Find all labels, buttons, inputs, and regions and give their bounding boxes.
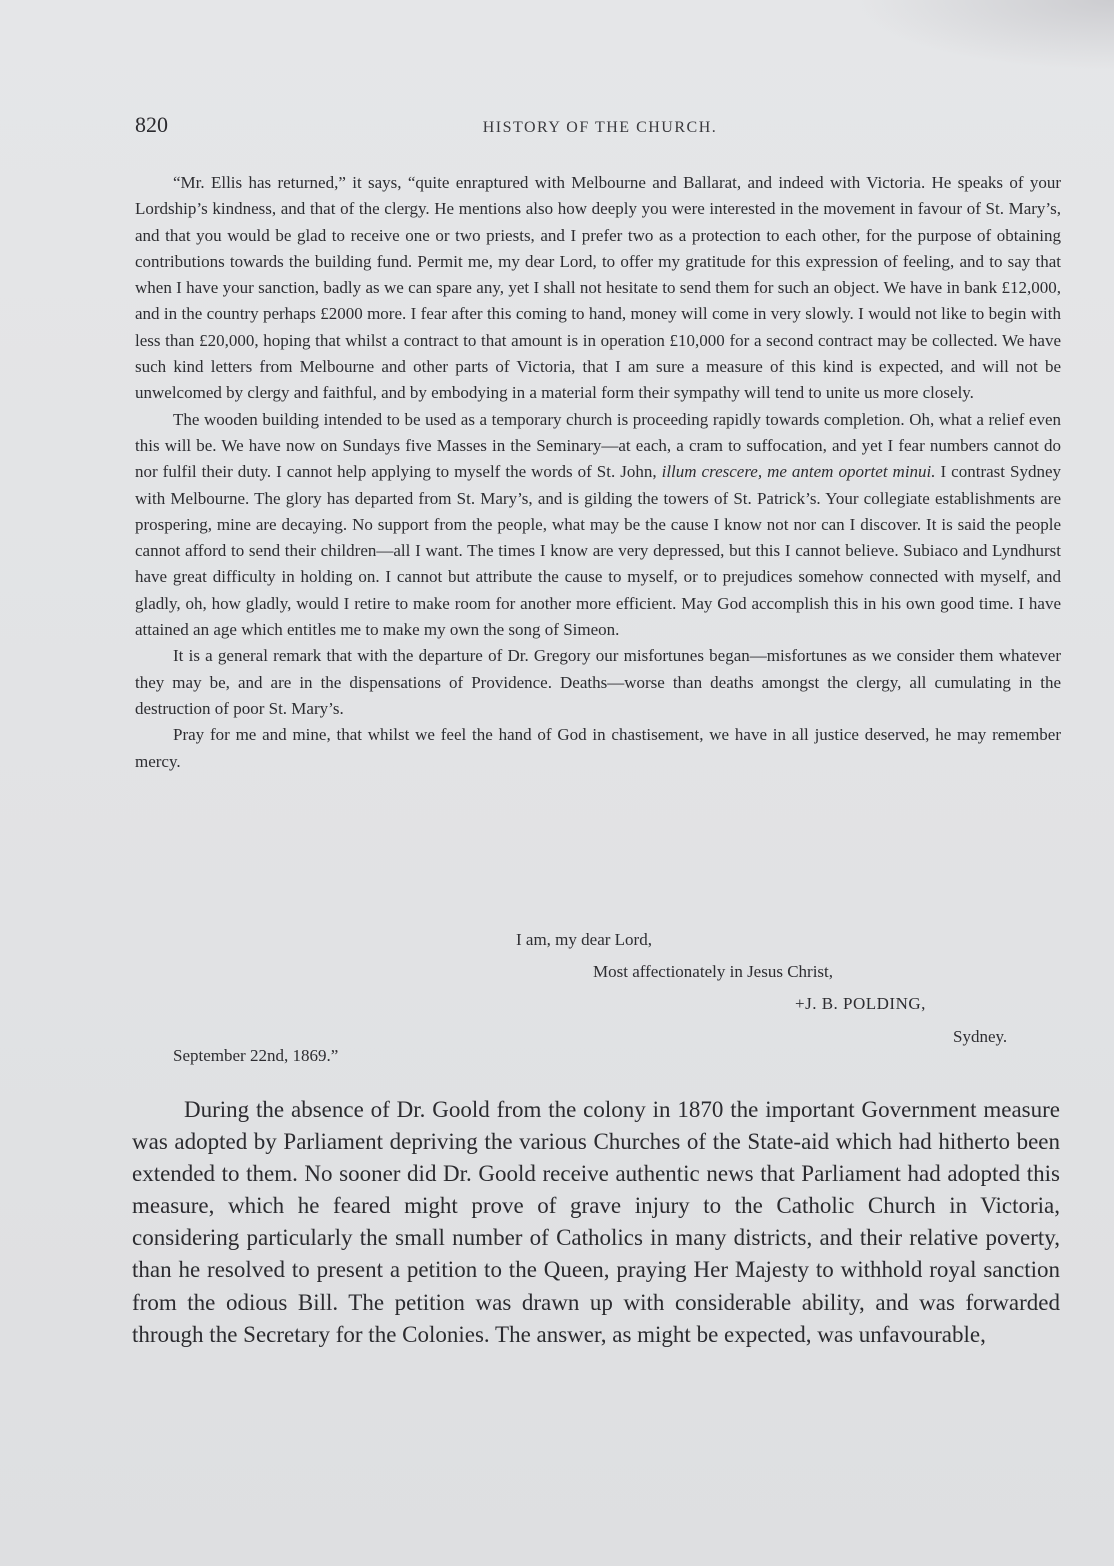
valediction: Most affectionately in Jesus Christ, <box>593 962 834 981</box>
letter-text: The wooden building intended to be used as a temporary church is proceeding rapidly towards completion. Oh, what a relief even this will be. We have now on Sundays five Masses in the Seminary—at each, a cram to suffocation, and yet I fear numbers cannot do nor fulfil their duty. I cannot help applying to myself the words of St. John, <box>135 409 1061 482</box>
page-number: 820 <box>135 112 168 137</box>
letter-text: Pray for me and mine, that whilst we feel the hand of God in chastisement, we have in all justice deserved, he may remember mercy. <box>135 725 1061 771</box>
narrative-paragraph: During the absence of Dr. Goold from the colony in 1870 the important Government measure was adopted by Parliament depriving the various Churches of the State-aid which had hitherto been extended to them. No sooner did Dr. Goold receive authentic news that Parliament had adopted this measure, which he feared might prove of grave injury to the Catholic Church in Victoria, considering particularly the small number of Catholics in many districts, and their relative poverty, than he resolved to present a petition to the Queen, praying Her Majesty to withhold royal sanction from the odious Bill. The petition was drawn up with considerable ability, and was forwarded through the Secretary for the Colonies. The answer, as might be expected, was unfavourable, <box>132 1097 1060 1347</box>
letter-date: September 22nd, 1869.” <box>173 1046 339 1065</box>
letter-paragraph <box>135 643 1061 722</box>
quoted-letter <box>135 170 1061 775</box>
letter-paragraph <box>135 170 1061 407</box>
running-head: HISTORY OF THE CHURCH. <box>482 119 718 136</box>
page-corner-shadow <box>854 0 1114 70</box>
letter-text: It is a general remark that with the departure of Dr. Gregory our misfortunes began—misfortunes as we consider them whatever they may be, and are in the dispensations of Providence. Deaths—worse than deaths amongst the clergy, all cumulating in the destruction of poor St. Mary’s. <box>135 646 1061 718</box>
narrative-text <box>132 1094 1060 1351</box>
latin-quotation: illum crescere, me antem oportet minui. <box>661 462 936 482</box>
letter-text: I contrast Sydney with Melbourne. The glory has departed from St. Mary’s, and is gilding the towers of St. Patrick’s. Your collegiate establishments are prospering, mine are decaying. No support from the people, what may be the cause I know not nor can I discover. It is said the people cannot afford to send their children—all I want. The times I know are very depressed, but this I cannot believe. Subiaco and Lyndhurst have great difficulty in holding on. I cannot but attribute the cause to myself, or to prejudices somehow connected with myself, and gladly, oh, how gladly, would I retire to make room for another more efficient. May God accomplish this in his own good time. I have attained an age which entitles me to make my own the song of Simeon. <box>135 462 1061 640</box>
letter-paragraph <box>135 722 1061 775</box>
salutation: I am, my dear Lord, <box>516 930 652 949</box>
signature: +J. B. POLDING, <box>795 994 926 1013</box>
letter-text: “Mr. Ellis has returned,” it says, “quite enraptured with Melbourne and Ballarat, and indeed with Victoria. He speaks of your Lordship’s kindness, and that of the clergy. He mentions also how deeply you were interested in the movement in favour of St. Mary’s, and that you would be glad to receive one or two priests, and I prefer two as a protection to each other, for the purpose of obtaining contributions towards the building fund. Permit me, my dear Lord, to offer my gratitude for this expression of feeling, and to say that when I have your sanction, badly as we can spare any, yet I shall not hesitate to send them for such an object. We have in bank £12,000, and in the country perhaps £2000 more. I fear after this coming to hand, money will come in very slowly. I would not like to begin with less than £20,000, hoping that whilst a contract to that amount is in operation £10,000 for a second contract may be collected. We have such kind letters from Melbourne and other parts of Victoria, that I am sure a measure of this kind is expected, and will not be unwelcomed by clergy and faithful, and by embodying in a material form their sympathy will tend to unite us more closely. <box>135 173 1061 403</box>
letter-paragraph <box>135 407 1061 644</box>
page-header <box>135 112 1065 142</box>
place: Sydney. <box>953 1027 1008 1046</box>
